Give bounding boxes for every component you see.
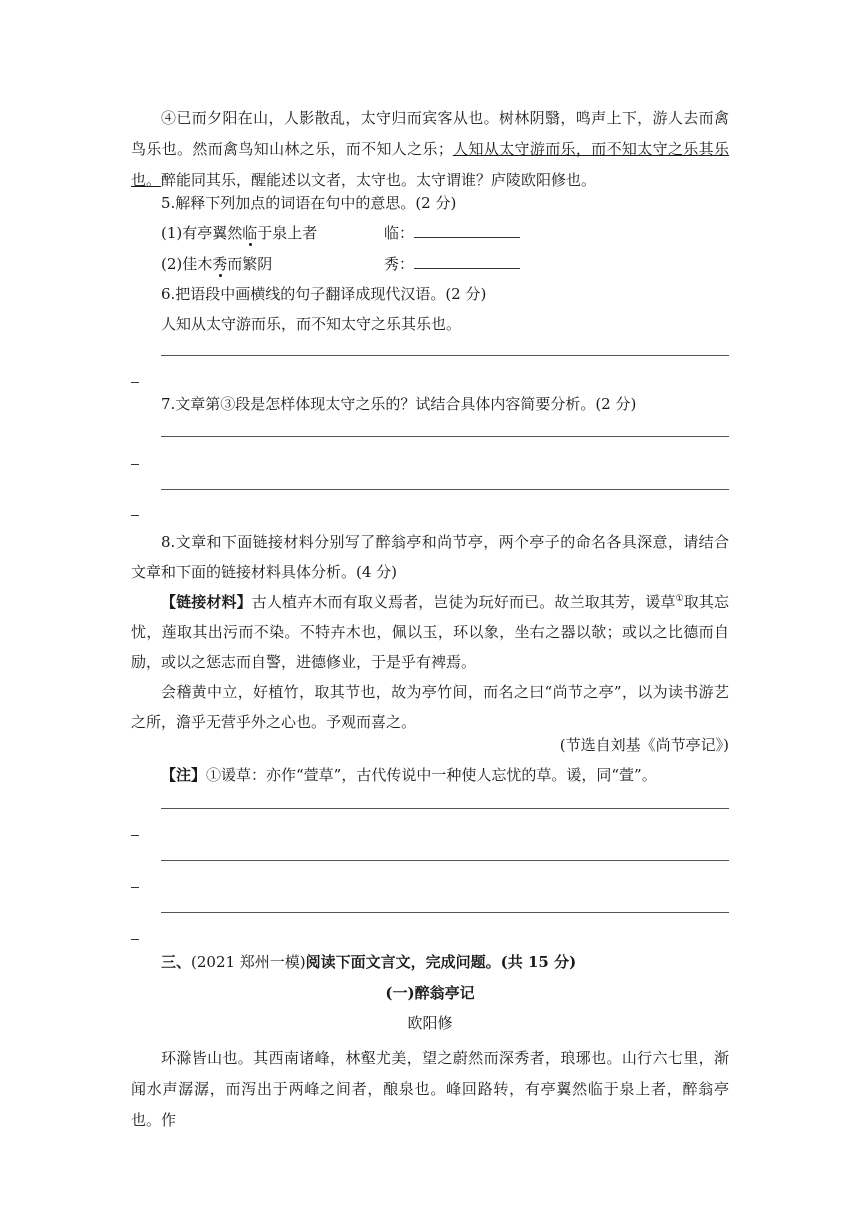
answer-blank-1[interactable]: 临： — [384, 223, 860, 243]
footnote-marker: ① — [675, 594, 684, 604]
question-5-stem: 5.解释下列加点的词语在句中的意思。(2 分) — [161, 194, 457, 212]
link-material-label: 【链接材料】 — [161, 593, 252, 611]
paragraph-4 — [131, 103, 729, 196]
dash-mark — [131, 464, 139, 465]
footnote: 【注】①谖草：亦作“萱草”，古代传说中一种使人忘忧的草。谖，同“萱”。 — [161, 766, 657, 784]
question-6-sentence: 人知从太守游而乐，而不知太守之乐其乐也。 — [161, 315, 462, 333]
passage-body: 环滁皆山也。其西南诸峰，林壑尤美，望之蔚然而深秀者，琅琊也。山行六七里，渐闻水声潺潺，而泻出于两峰之间者，酿泉也。峰回路转，有亭翼然临于泉上者，醉翁亭也。作 — [131, 1049, 729, 1129]
dotted-char: 临 — [242, 224, 258, 242]
answer-line[interactable] — [161, 912, 729, 913]
answer-line[interactable] — [161, 489, 729, 490]
question-5-item-2: (2)佳木秀而繁阴 — [161, 255, 273, 273]
answer-line[interactable] — [161, 860, 729, 861]
question-6-stem: 6.把语段中画横线的句子翻译成现代汉语。(2 分) — [161, 285, 487, 303]
question-5-item-1: (1)有亭翼然临于泉上者 — [161, 224, 318, 242]
para4-text-end: 醉能同其乐，醒能述以文者，太守也。太守谓谁？庐陵欧阳修也。 — [161, 171, 597, 189]
answer-line[interactable] — [161, 355, 729, 356]
answer-line[interactable] — [161, 808, 729, 809]
dash-mark — [131, 835, 139, 836]
dotted-char: 秀 — [212, 255, 228, 273]
answer-blank-2[interactable]: 秀： — [384, 254, 860, 274]
question-7-stem: 7.文章第③段是怎样体现太守之乐的？试结合具体内容简要分析。(2 分) — [161, 395, 637, 413]
answer-line[interactable] — [161, 436, 729, 437]
underlined-sentence: 人知从太守游而乐，而不知太守之乐其乐也。 — [131, 140, 729, 189]
source-citation: (节选自刘基《尚节亭记》) — [559, 736, 729, 754]
dash-mark — [131, 939, 139, 940]
dash-mark — [131, 515, 139, 516]
passage-title: (一)醉翁亭记 — [385, 984, 475, 1002]
link-material-para-2: 会稽黄中立，好植竹，取其节也，故为亭竹间，而名之曰“尚节之亭”，以为读书游艺之所，澹乎无营乎外之心也。予观而喜之。 — [131, 683, 729, 731]
dash-mark — [131, 887, 139, 888]
link-material: 【链接材料】古人植卉木而有取义焉者，岂徒为玩好而已。故兰取其芳，谖草①取其忘忧，莲取其出污而不染。不特卉木也，佩以玉，环以象，坐右之器以欹；或以之比德而自励，或以之惩志而自警，进德修业，于是乎有裨焉。 — [131, 593, 729, 671]
question-8-stem: 8.文章和下面链接材料分别写了醉翁亭和尚节亭，两个亭子的命名各具深意，请结合文章和下面的链接材料具体分析。(4 分) — [131, 533, 729, 581]
dash-mark — [131, 382, 139, 383]
section-3-heading: 三、(2021 郑州一模)阅读下面文言文，完成问题。(共 15 分) — [161, 953, 577, 971]
para4-text: ④已而夕阳在山，人影散乱，太守归而宾客从也。树林阴翳，鸣声上下，游人去而禽鸟乐也。然而禽鸟知山林之乐，而不知人之乐； — [131, 109, 729, 158]
passage-author: 欧阳修 — [407, 1014, 453, 1032]
